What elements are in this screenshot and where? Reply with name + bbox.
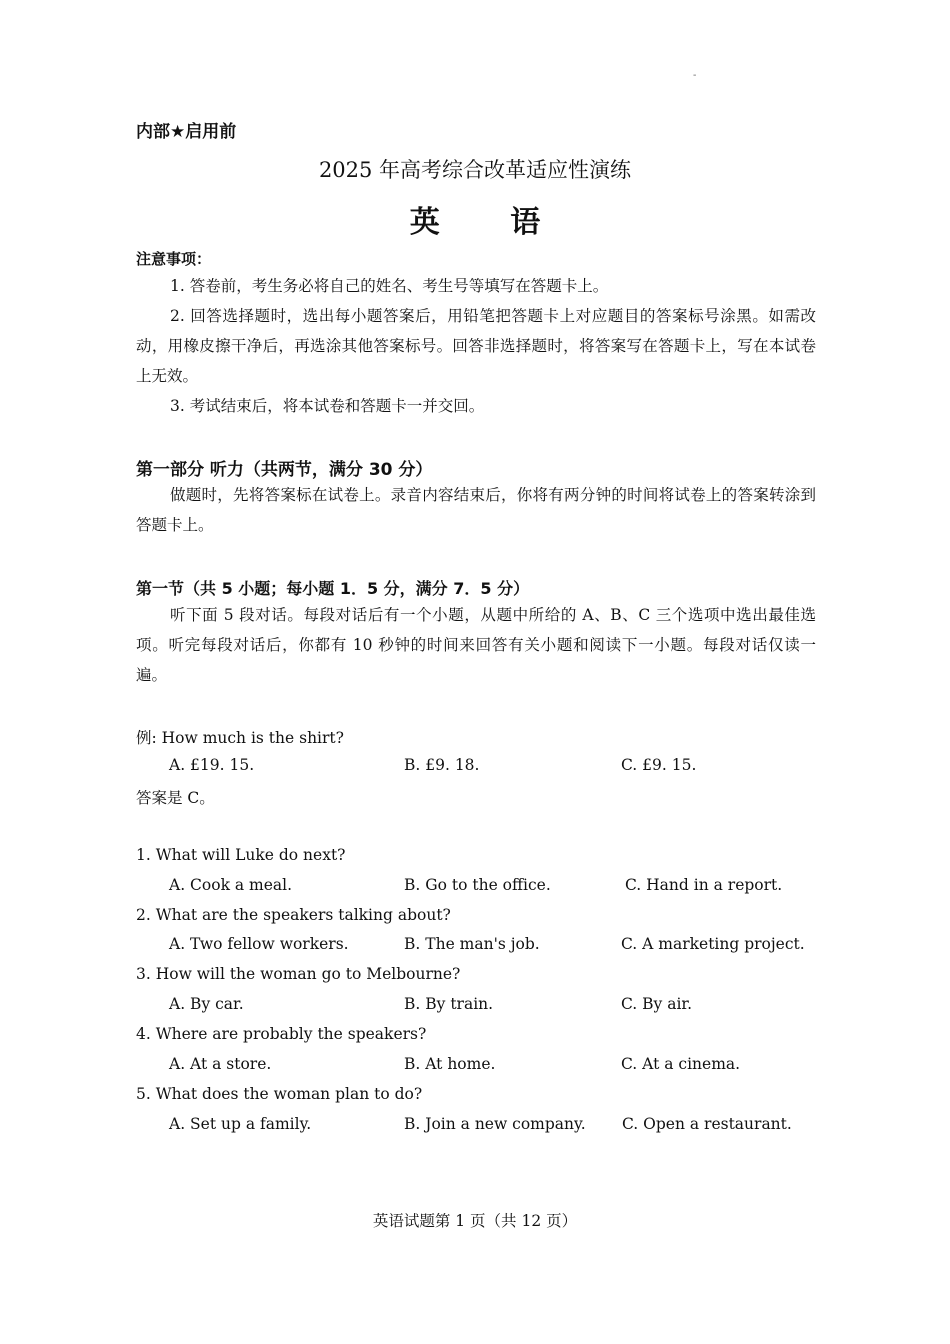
- example-answer: 答案是 C。: [136, 789, 215, 807]
- question-5-option-a: A. Set up a family.: [169, 1115, 312, 1133]
- example-option-c: C. £9. 15.: [621, 756, 697, 774]
- question-2-option-a: A. Two fellow workers.: [169, 935, 349, 953]
- question-4-option-b: B. At home.: [404, 1055, 496, 1073]
- question-2: 2. What are the speakers talking about?: [136, 906, 451, 924]
- question-3-option-c: C. By air.: [621, 995, 693, 1013]
- example-option-b: B. £9. 18.: [404, 756, 480, 774]
- question-2-option-c: C. A marketing project.: [621, 935, 805, 953]
- question-5-option-b: B. Join a new company.: [404, 1115, 586, 1133]
- question-1-option-a: A. Cook a meal.: [169, 876, 293, 894]
- notice-item-1: 1. 答卷前，考生务必将自己的姓名、考生号等填写在答题卡上。: [170, 277, 609, 295]
- question-3-option-a: A. By car.: [169, 995, 244, 1013]
- notice-heading: 注意事项：: [136, 250, 212, 268]
- exam-title: 2025 年高考综合改革适应性演练: [318, 158, 632, 182]
- question-5: 5. What does the woman plan to do?: [136, 1085, 423, 1103]
- question-4-option-a: A. At a store.: [169, 1055, 272, 1073]
- section1-instructions: 听下面 5 段对话。每段对话后有一个小题，从题中所给的 A、B、C 三个选项中选出最佳选项。听完每段对话后，你都有 10 秒钟的时间来回答有关小题和阅读下一小题。每段对话仅读一遍。: [136, 606, 816, 684]
- corner-mark: -: [693, 70, 697, 81]
- question-3: 3. How will the woman go to Melbourne?: [136, 965, 461, 983]
- example-question: 例: How much is the shirt?: [136, 729, 344, 747]
- subject-title: 英 语: [409, 205, 571, 240]
- section1-heading: 第一节（共 5 小题；每小题 1．5 分，满分 7．5 分）: [136, 579, 530, 598]
- part1-heading: 第一部分 听力（共两节，满分 30 分）: [136, 460, 433, 480]
- confidential-label: 内部★启用前: [136, 122, 237, 142]
- question-1-option-c: C. Hand in a report.: [625, 876, 783, 894]
- question-4: 4. Where are probably the speakers?: [136, 1025, 427, 1043]
- part1-instructions: 做题时，先将答案标在试卷上。录音内容结束后，你将有两分钟的时间将试卷上的答案转涂到答题卡上。: [136, 486, 816, 534]
- page-footer: 英语试题第 1 页（共 12 页）: [372, 1212, 578, 1230]
- example-option-a: A. £19. 15.: [169, 756, 255, 774]
- notice-item-2: 2. 回答选择题时，选出每小题答案后，用铅笔把答题卡上对应题目的答案标号涂黑。如需改动，用橡皮擦干净后，再选涂其他答案标号。回答非选择题时，将答案写在答题卡上，写在本试卷上无效。: [136, 307, 816, 385]
- question-4-option-c: C. At a cinema.: [621, 1055, 741, 1073]
- question-5-option-c: C. Open a restaurant.: [622, 1115, 792, 1133]
- question-3-option-b: B. By train.: [404, 995, 494, 1013]
- question-2-option-b: B. The man's job.: [404, 935, 540, 953]
- notice-item-3: 3. 考试结束后，将本试卷和答题卡一并交回。: [170, 397, 485, 415]
- question-1-option-b: B. Go to the office.: [404, 876, 551, 894]
- question-1: 1. What will Luke do next?: [136, 846, 346, 864]
